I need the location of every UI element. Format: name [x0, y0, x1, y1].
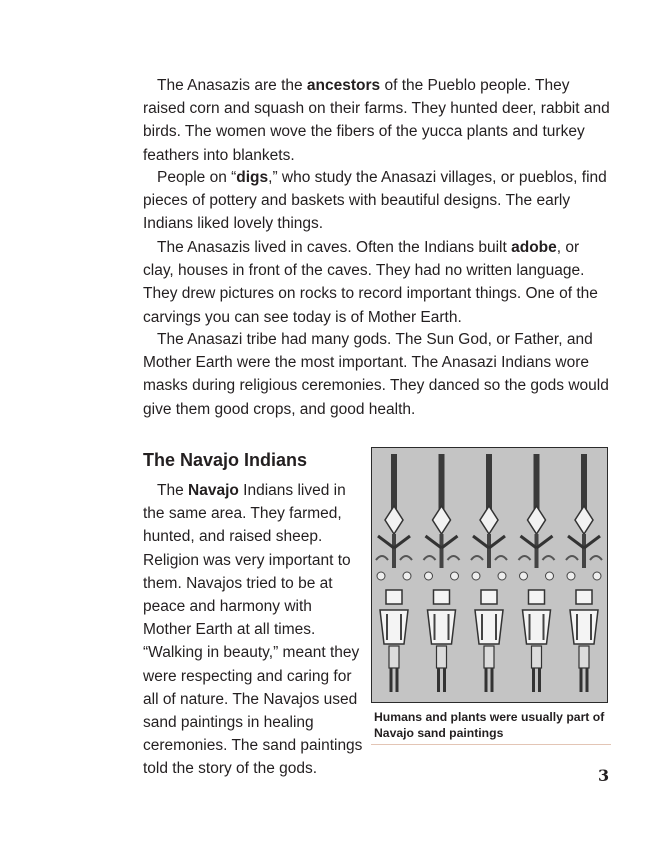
navajo-paragraph — [143, 479, 363, 781]
paragraph-4 — [143, 328, 613, 421]
ornament — [425, 572, 433, 580]
ornament — [520, 572, 528, 580]
plant-branch-right — [537, 536, 553, 548]
plant-diamond — [433, 506, 451, 534]
plant-branch-left — [378, 536, 394, 548]
bold-term: ancestors — [306, 77, 381, 94]
plant-lower-stem — [535, 534, 539, 568]
text-run: ,” who study the Anasazi villages, or pueblos, find pieces of pottery and baskets with beautiful designs. The early Indians liked lovely things. — [143, 169, 607, 233]
figure-body — [523, 610, 551, 644]
figure-head — [529, 590, 545, 604]
ornament — [377, 572, 385, 580]
ornament — [593, 572, 601, 580]
plant-branch-left — [473, 536, 489, 548]
figure-head — [481, 590, 497, 604]
ornament — [472, 572, 480, 580]
paragraph-1 — [143, 74, 613, 167]
figure-skirt — [579, 646, 589, 668]
plant-lower-stem — [440, 534, 444, 568]
text-run: The Anasazis are the — [157, 77, 307, 94]
plant-diamond — [385, 506, 403, 534]
figure-skirt — [389, 646, 399, 668]
bold-term: Navajo — [188, 482, 239, 499]
plant-diamond — [528, 506, 546, 534]
figure-caption: Humans and plants were usually part of Navajo sand paintings — [374, 710, 605, 740]
ornament — [403, 572, 411, 580]
figure-body — [570, 610, 598, 644]
caption-rule — [371, 744, 611, 745]
plant-branch-left — [521, 536, 537, 548]
sand-painting-illustration — [372, 448, 606, 701]
figure-head — [386, 590, 402, 604]
figure-body — [380, 610, 408, 644]
paragraph-2 — [143, 166, 613, 236]
plant-branch-left — [568, 536, 584, 548]
figure-head — [434, 590, 450, 604]
plant-lower-stem — [582, 534, 586, 568]
figure-head — [576, 590, 592, 604]
bold-term: adobe — [511, 239, 557, 256]
ornament — [451, 572, 459, 580]
figure-skirt — [437, 646, 447, 668]
text-run: The — [157, 482, 189, 499]
ornament — [567, 572, 575, 580]
figure-body — [475, 610, 503, 644]
figure-skirt — [532, 646, 542, 668]
figure-body — [428, 610, 456, 644]
plant-diamond — [575, 506, 593, 534]
plant-branch-right — [489, 536, 505, 548]
plant-branch-right — [584, 536, 600, 548]
text-run: The Anasazis lived in caves. Often the Indians built — [157, 239, 512, 256]
text-run: The Anasazi tribe had many gods. The Sun God, or Father, and Mother Earth were the most important. The Anasazi Indians wore masks during religious ceremonies. They danced so the gods would give them good crops, and good health. — [143, 331, 609, 418]
sand-painting-image — [371, 447, 608, 703]
plant-diamond — [480, 506, 498, 534]
plant-branch-right — [442, 536, 458, 548]
plant-branch-left — [426, 536, 442, 548]
bold-term: digs — [236, 169, 269, 186]
ornament — [546, 572, 554, 580]
figure-skirt — [484, 646, 494, 668]
ornament — [498, 572, 506, 580]
plant-lower-stem — [487, 534, 491, 568]
text-run: , or clay, houses in front of the caves. They had no written language. They drew pictures on rocks to record important things. One of the carvings you can see today is of Mother Earth. — [143, 239, 598, 326]
plant-lower-stem — [392, 534, 396, 568]
text-run: People on “ — [157, 169, 237, 186]
text-run: of the Pueblo people. They raised corn and squash on their farms. They hunted deer, rabbit and birds. The women wove the fibers of the yucca plants and turkey feathers into blankets. — [143, 77, 610, 164]
plant-branch-right — [394, 536, 410, 548]
text-run: Indians lived in the same area. They farmed, hunted, and raised sheep. Religion was very important to them. Navajos tried to be at peace and harmony with Mother Earth at all times. “Walking in beauty,” meant they were respecting and caring for all of nature. The Navajos used sand paintings in healing ceremonies. The sand paintings told the story of the gods. — [143, 482, 363, 778]
page-number: 3 — [598, 766, 610, 785]
paragraph-3 — [143, 236, 613, 329]
section-heading: The Navajo Indians — [143, 450, 308, 470]
